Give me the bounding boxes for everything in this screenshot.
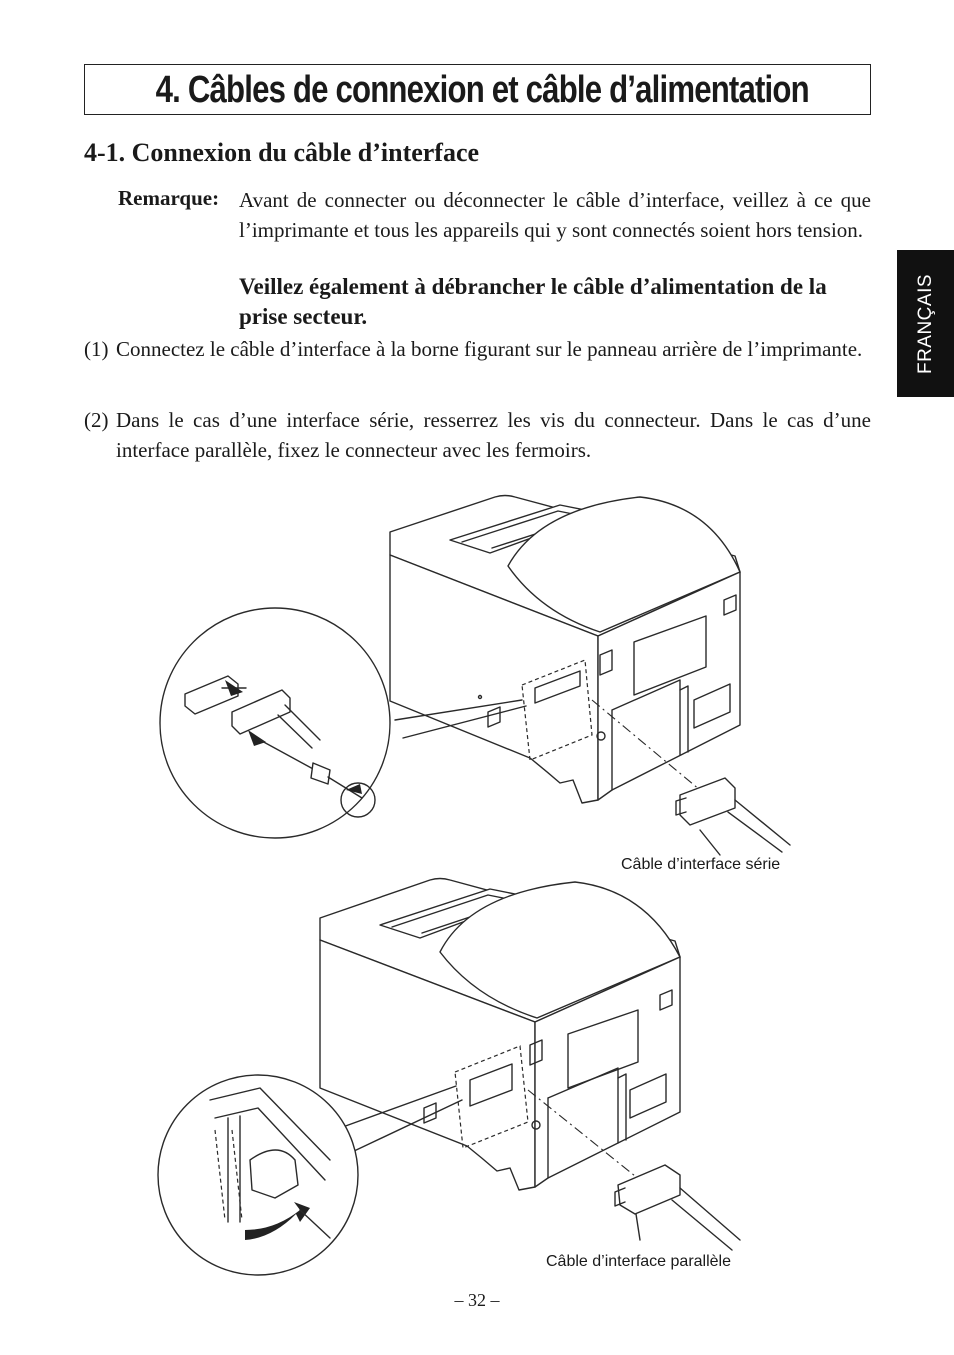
section-heading: 4-1. Connexion du câble d’interface: [84, 138, 480, 167]
remark-body: Avant de connecter ou déconnecter le câble d’interface, veillez à ce que l’imprimante et tous les appareils qui y sont connectés soient hors tension.: [239, 188, 871, 242]
remark-label: Remarque:: [118, 186, 220, 210]
step-number: (1): [84, 337, 109, 361]
printer-serial-illustration: [160, 496, 790, 856]
serial-cable-caption: Câble d’interface série: [621, 856, 781, 873]
parallel-cable-caption: Câble d’interface parallèle: [546, 1253, 731, 1270]
step-number: (2): [84, 408, 109, 432]
printer-parallel-illustration: [158, 879, 740, 1276]
page-number: – 32 –: [454, 1290, 500, 1310]
chapter-title: 4. Câbles de connexion et câble d’alimentation: [155, 69, 809, 111]
remark-warning: Veillez également à débrancher le câble d’alimentation de la prise secteur.: [239, 274, 827, 329]
language-tab-label: FRANÇAIS: [914, 273, 936, 374]
step-text: Connectez le câble d’interface à la borne figurant sur le panneau arrière de l’imprimante.: [116, 337, 863, 361]
step-text: Dans le cas d’une interface série, resserrez les vis du connecteur. Dans le cas d’une interface parallèle, fixez le connecteur avec les fermoirs.: [116, 408, 871, 462]
